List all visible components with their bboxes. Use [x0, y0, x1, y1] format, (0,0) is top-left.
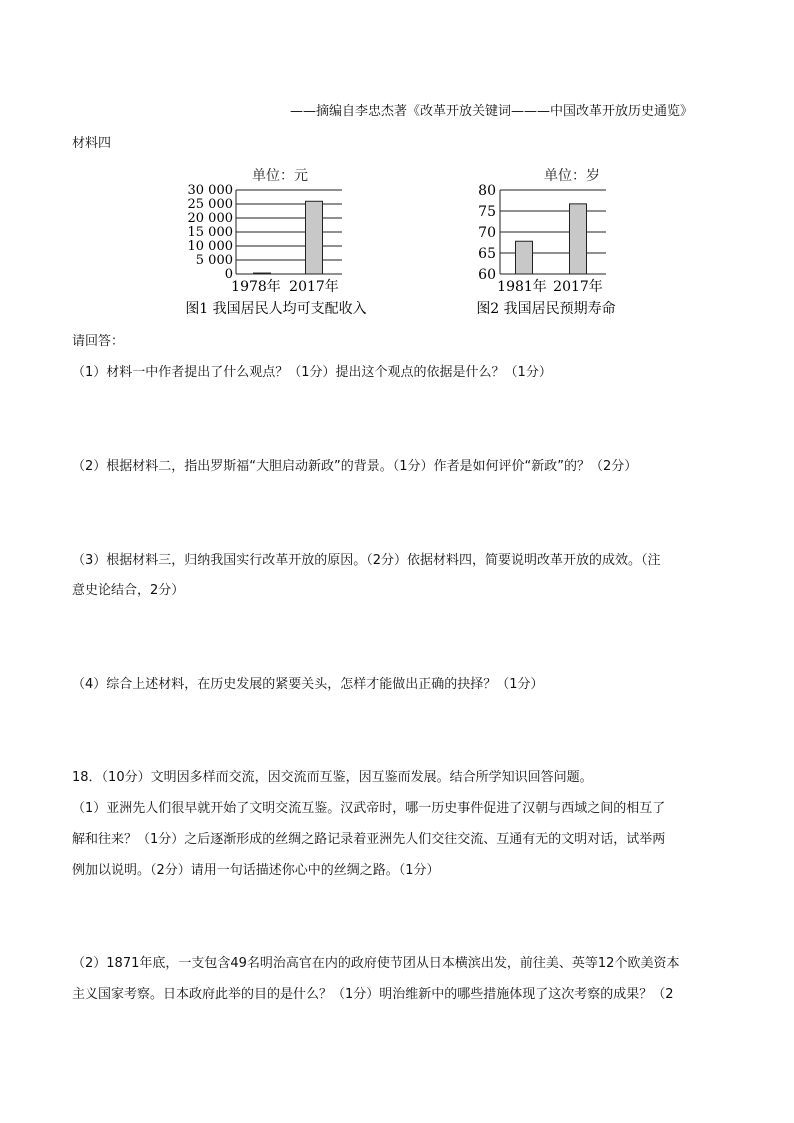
citation: ——摘编自李忠杰著《改革开放关键词———中国改革开放历史通览》 — [290, 104, 694, 119]
chart1-y-tick: 25 000 — [187, 197, 233, 212]
question-2: （2）根据材料二，指出罗斯福“大胆启动新政”的背景。（1分）作者是如何评价“新政”的？（2分） — [72, 459, 638, 474]
question-18-title: 18．（10分）文明因多样而交流，因交流而互鉴，因互鉴而发展。结合所学知识回答问题。 — [72, 770, 593, 785]
chart2-y-tick: 60 — [478, 267, 496, 283]
chart1-bar-1978 — [254, 273, 271, 274]
chart1-y-tick: 0 — [224, 267, 233, 282]
chart2-y-tick: 75 — [478, 204, 496, 220]
question-18-1-line-3: 例加以说明。（2分）请用一句话描述你心中的丝绸之路。（1分） — [72, 863, 440, 878]
chart2-bar-1981 — [516, 241, 533, 274]
chart1-y-tick: 15 000 — [187, 225, 233, 240]
chart1-unit-label: 单位：元 — [252, 168, 308, 184]
question-18-1-line-2: 解和往来？（1分）之后逐渐形成的丝绸之路记录着亚洲先人们交往交流、互通有无的文明对话，试举两 — [72, 832, 666, 847]
chart1-gridlines — [236, 190, 342, 260]
question-1: （1）材料一中作者提出了什么观点？（1分）提出这个观点的依据是什么？（1分） — [72, 365, 552, 380]
question-18-1-line-1: （1）亚洲先人们很早就开始了文明交流互鉴。汉武帝时，哪一历史事件促进了汉朝与西域之间的相互了 — [72, 801, 666, 816]
chart2-y-tick: 80 — [478, 183, 496, 199]
material4-label: 材料四 — [72, 136, 112, 151]
answer-prompt: 请回答： — [72, 334, 125, 349]
chart2-x-label-1981: 1981年 — [497, 279, 547, 295]
question-18-2-line-2: 主义国家考察。日本政府此举的目的是什么？（1分）明治维新中的哪些措施体现了这次考察的成果？（2 — [72, 987, 674, 1002]
income-chart — [160, 160, 400, 322]
question-3-line-1: （3）根据材料三，归纳我国实行改革开放的原因。（2分）依据材料四，简要说明改革开放的成效。（注 — [72, 553, 661, 568]
chart2-unit-label: 单位：岁 — [544, 168, 600, 184]
chart2-x-label-2017: 2017年 — [553, 279, 603, 295]
chart2-bar-2017 — [570, 204, 587, 274]
question-4: （4）综合上述材料，在历史发展的紧要关头，怎样才能做出正确的抉择？（1分） — [72, 677, 544, 692]
chart2-y-tick: 70 — [478, 225, 496, 241]
chart1-x-label-1978: 1978年 — [231, 279, 281, 295]
chart1-y-tick: 30 000 — [187, 183, 233, 198]
chart1-y-tick: 10 000 — [187, 239, 233, 254]
question-18-2-line-1: （2）1871年底，一支包含49名明治高官在内的政府使节团从日本横滨出发，前往美、英等12个欧美资本 — [72, 956, 680, 971]
chart2-caption: 图2 我国居民预期寿命 — [476, 301, 616, 317]
life-expectancy-chart — [450, 160, 650, 322]
chart1-y-tick: 5 000 — [195, 253, 233, 268]
chart2-y-tick: 65 — [478, 246, 496, 262]
chart1-caption: 图1 我国居民人均可支配收入 — [185, 301, 367, 317]
chart1-y-tick: 20 000 — [187, 211, 233, 226]
chart1-bar-2017 — [306, 201, 323, 274]
question-3-line-2: 意史论结合，2分） — [72, 583, 185, 598]
chart1-x-label-2017: 2017年 — [289, 279, 339, 295]
